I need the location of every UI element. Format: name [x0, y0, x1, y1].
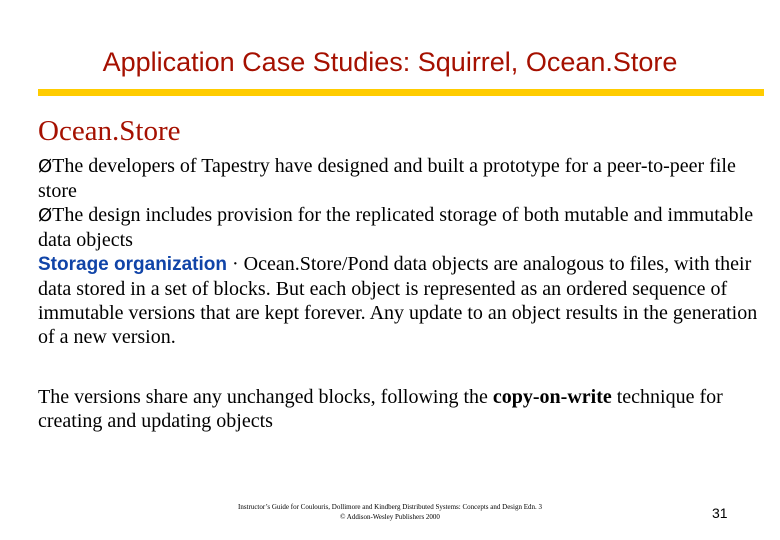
bullet-item: [38, 154, 764, 203]
slide-body: [38, 154, 764, 433]
copy-on-write-term: copy-on-write: [492, 386, 612, 408]
storage-paragraph: [38, 252, 764, 349]
bullet-item: [38, 203, 764, 252]
arrow-bullet-icon: Ø: [38, 156, 53, 177]
footer-line: © Addison-Wesley Publishers 2000: [340, 513, 440, 521]
storage-label: Storage organization: [38, 254, 227, 275]
versions-text-post: technique for creating and updating objects: [38, 386, 723, 432]
footer-credit: [190, 502, 590, 522]
storage-text: Ocean.Store/Pond data objects are analogous to files, with their data stored in a set of blocks. But each object is represented as an ordered sequence of immutable versions that are kept forever. Any update to an object results in the generation of a new version.: [38, 253, 758, 348]
page-number: 31: [712, 505, 728, 521]
bullet-text: The design includes provision for the replicated storage of both mutable and immutable data objects: [38, 204, 754, 251]
slide-title: Application Case Studies: Squirrel, Ocean.Store: [102, 47, 678, 77]
section-heading: Ocean.Store: [38, 115, 181, 147]
storage-separator: ·: [226, 253, 244, 275]
footer-line: Instructor’s Guide for Coulouris, Dollimore and Kindberg Distributed Systems: Concepts and Design Edn. 3: [237, 503, 542, 511]
paragraph-spacer: [38, 349, 764, 385]
versions-text-pre: The versions share any unchanged blocks, following the: [38, 386, 493, 408]
versions-paragraph: [38, 385, 764, 433]
bullet-text: The developers of Tapestry have designed and built a prototype for a peer-to-peer file store: [38, 155, 736, 202]
arrow-bullet-icon: Ø: [38, 205, 53, 226]
title-rule: [38, 89, 764, 96]
